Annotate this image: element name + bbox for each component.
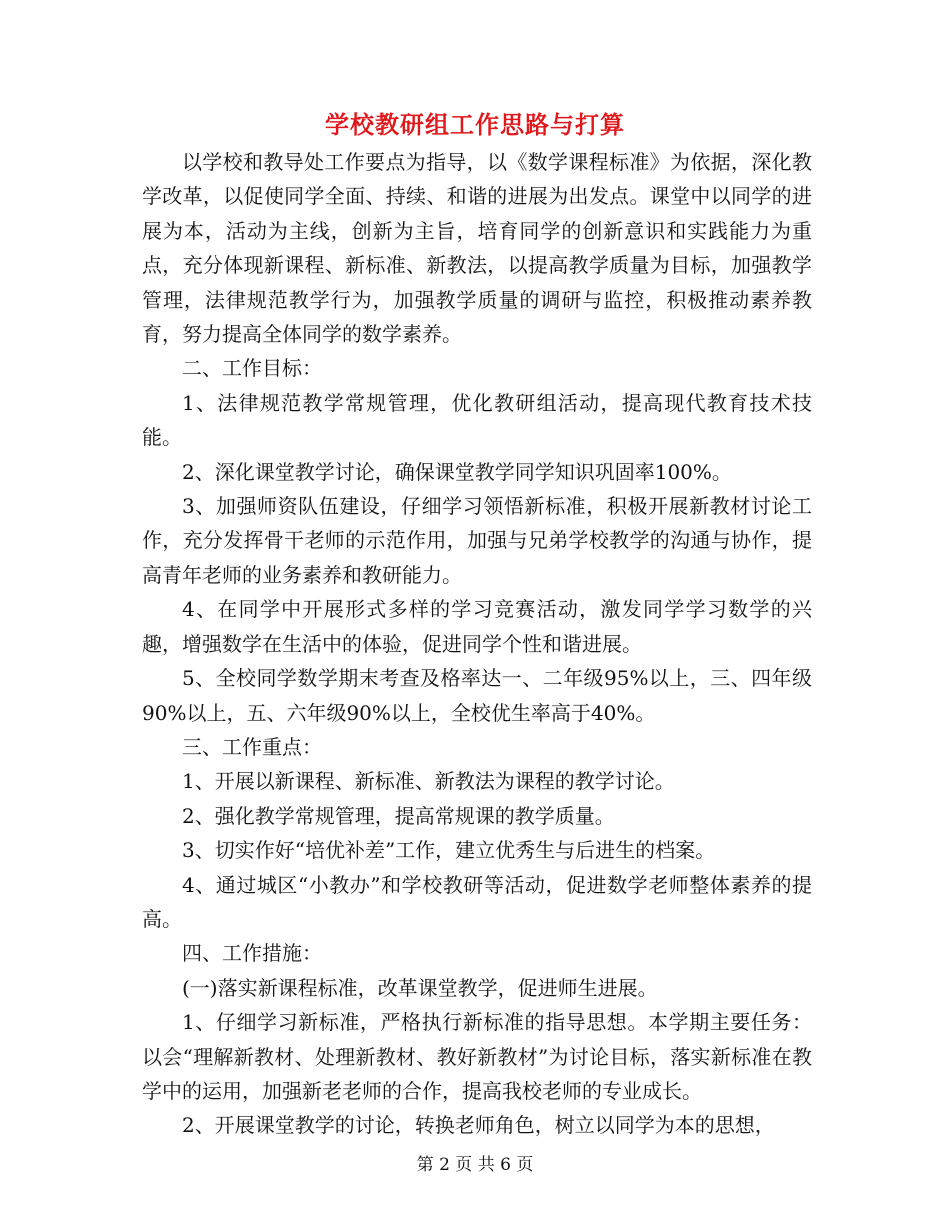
document-body xyxy=(142,145,812,1143)
focus-item-4: 4、通过城区“小教办”和学校教研等活动，促进数学老师整体素养的提高。 xyxy=(142,872,812,931)
goal-item-2: 2、深化课堂教学讨论，确保课堂教学同学知识巩固率100%。 xyxy=(182,459,732,484)
heading-work-measures: 四、工作措施： xyxy=(182,941,322,966)
goal-item-3: 3、加强师资队伍建设，仔细学习领悟新标准，积极开展新教材讨论工作，充分发挥骨干老师的示范作用，加强与兄弟学校教学的沟通与协作，提高青年老师的业务素养和教研能力。 xyxy=(142,494,812,587)
measure-item-2: 2、开展课堂教学的讨论，转换老师角色，树立以同学为本的思想， xyxy=(182,1113,775,1138)
subheading-measures-1: (一)落实新课程标准，改革课堂教学，促进师生进展。 xyxy=(182,975,658,1000)
measure-item-1: 1、仔细学习新标准，严格执行新标准的指导思想。本学期主要任务：以会“理解新教材、处理新教材、教好新教材”为讨论目标，落实新标准在教学中的运用，加强新老老师的合作，提高我校老师的专业成长。 xyxy=(142,1010,812,1103)
page-number-footer: 第 2 页 共 6 页 xyxy=(416,1155,534,1175)
goal-item-1: 1、法律规范教学常规管理，优化教研组活动，提高现代教育技术技能。 xyxy=(142,390,812,450)
focus-item-1: 1、开展以新课程、新标准、新教法为课程的教学讨论。 xyxy=(182,769,675,794)
heading-work-goals: 二、工作目标： xyxy=(182,356,322,381)
focus-item-3: 3、切实作好“培优补差”工作，建立优秀生与后进生的档案。 xyxy=(182,838,716,863)
goal-item-4: 4、在同学中开展形式多样的学习竞赛活动，激发同学学习数学的兴趣，增强数学在生活中的体验，促进同学个性和谐进展。 xyxy=(142,597,812,656)
heading-work-focus: 三、工作重点： xyxy=(182,734,322,759)
document-title: 学校教研组工作思路与打算 xyxy=(325,110,625,139)
paragraph-intro: 以学校和教导处工作要点为指导，以《数学课程标准》为依据，深化教学改革，以促使同学全面、持续、和谐的进展为出发点。课堂中以同学的进展为本，活动为主线，创新为主旨，培育同学的创新意识和实践能力为重点，充分体现新课程、新标准、新教法，以提高教学质量为目标，加强教学管理，法律规范教学行为，加强教学质量的调研与监控，积极推动素养教育，努力提高全体同学的数学素养。 xyxy=(142,150,812,347)
focus-item-2: 2、强化教学常规管理，提高常规课的教学质量。 xyxy=(182,803,615,828)
goal-item-5: 5、全校同学数学期末考查及格率达一、二年级95%以上，三、四年级90%以上，五、六年级90%以上，全校优生率高于40%。 xyxy=(142,666,812,725)
